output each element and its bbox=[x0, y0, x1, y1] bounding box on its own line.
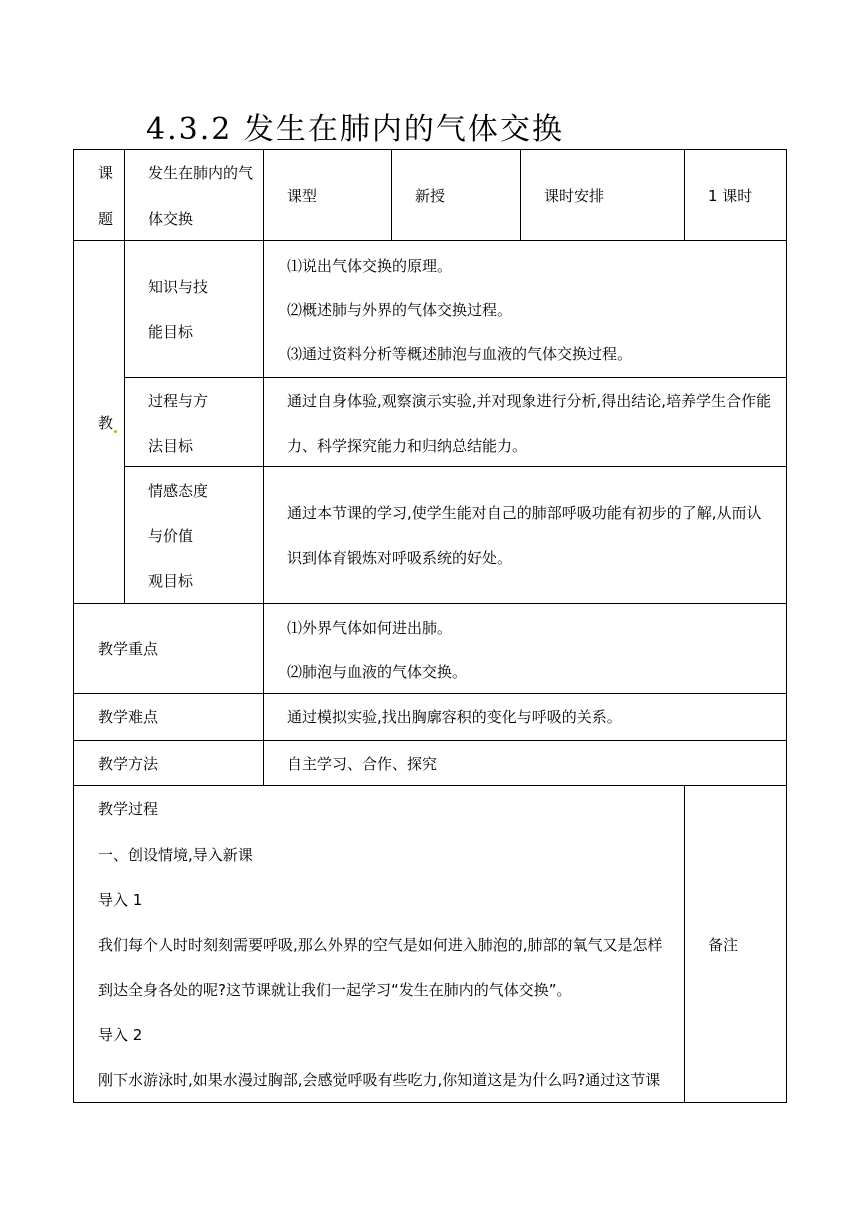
process-heading: 教学过程 bbox=[98, 800, 159, 818]
key-point-2: ⑵肺泡与血液的气体交换。 bbox=[287, 663, 468, 681]
emotion-content-cell bbox=[263, 466, 787, 604]
schedule-value: 1 课时 bbox=[708, 187, 753, 205]
process-text-line1: 通过自身体验,观察演示实验,并对现象进行分析,得出结论,培养学生合作能 bbox=[287, 392, 772, 410]
intro-1-label: 导入 1 bbox=[98, 891, 143, 909]
schedule-label: 课时安排 bbox=[544, 187, 605, 205]
knowledge-item-2: ⑵概述肺与外界的气体交换过程。 bbox=[287, 301, 513, 319]
methods-text: 自主学习、合作、探究 bbox=[287, 755, 438, 773]
intro-2-label: 导入 2 bbox=[98, 1026, 143, 1044]
knowledge-item-3: ⑶通过资料分析等概述肺泡与血液的气体交换过程。 bbox=[287, 345, 633, 363]
emotion-text-line2: 识到体育锻炼对呼吸系统的好处。 bbox=[287, 549, 513, 567]
type-label-cell bbox=[263, 149, 392, 241]
process-text-line2: 力、科学探究能力和归纳总结能力。 bbox=[287, 437, 528, 455]
knowledge-label-cell bbox=[124, 240, 264, 378]
emotion-text-line1: 通过本节课的学习,使学生能对自己的肺部呼吸功能有初步的了解,从而认 bbox=[287, 504, 762, 522]
topic-value-line1: 发生在肺内的气 bbox=[148, 164, 254, 182]
difficulties-text: 通过模拟实验,找出胸廓容积的变化与呼吸的关系。 bbox=[287, 708, 622, 726]
emotion-label-line2: 与价值 bbox=[148, 527, 194, 545]
knowledge-label-line1: 知识与技 bbox=[148, 278, 209, 296]
emotion-label-line1: 情感态度 bbox=[148, 482, 209, 500]
intro-1-line2: 到达全身各处的呢?这节课就让我们一起学习“发生在肺内的气体交换”。 bbox=[98, 981, 572, 999]
objectives-group-label bbox=[98, 413, 117, 433]
process-label-line2: 法目标 bbox=[148, 437, 194, 455]
topic-label-line2: 题 bbox=[98, 210, 114, 228]
type-value: 新授 bbox=[415, 187, 446, 205]
key-points-label: 教学重点 bbox=[98, 640, 159, 658]
topic-value-line2: 体交换 bbox=[148, 210, 194, 228]
knowledge-item-1: ⑴说出气体交换的原理。 bbox=[287, 257, 453, 275]
page-title: 4.3.2 发生在肺内的气体交换 bbox=[146, 112, 564, 147]
process-step-1: 一、创设情境,导入新课 bbox=[98, 846, 253, 864]
methods-label: 教学方法 bbox=[98, 755, 159, 773]
knowledge-label-line2: 能目标 bbox=[148, 323, 194, 341]
intro-1-line1: 我们每个人时时刻刻需要呼吸,那么外界的空气是如何进入肺泡的,肺部的氧气又是怎样 bbox=[98, 936, 663, 954]
topic-label-line1: 课 bbox=[98, 164, 114, 182]
intro-2-line1: 刚下水游泳时,如果水漫过胸部,会感觉呼吸有些吃力,你知道这是为什么吗?通过这节课 bbox=[98, 1071, 661, 1089]
difficulties-label: 教学难点 bbox=[98, 708, 159, 726]
type-label: 课型 bbox=[287, 187, 318, 205]
emotion-label-line3: 观目标 bbox=[148, 572, 194, 590]
process-label-line1: 过程与方 bbox=[148, 392, 209, 410]
objectives-group-text: 教 bbox=[98, 414, 114, 432]
key-point-1: ⑴外界气体如何进出肺。 bbox=[287, 619, 453, 637]
mark-dot bbox=[114, 430, 117, 433]
remarks-label: 备注 bbox=[708, 936, 739, 954]
type-value-cell bbox=[391, 149, 521, 241]
